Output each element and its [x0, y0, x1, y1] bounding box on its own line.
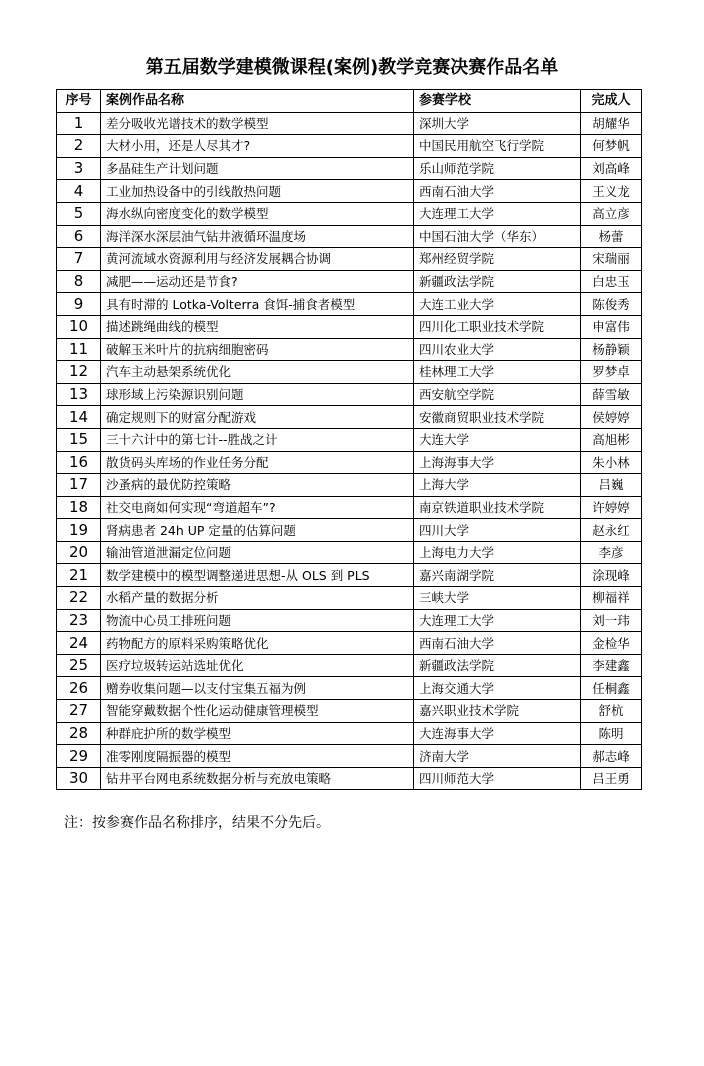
row-school: 上海大学 [414, 474, 581, 497]
row-school: 嘉兴职业技术学院 [414, 700, 581, 723]
table-row [57, 474, 642, 497]
table-row [57, 767, 642, 790]
row-number: 27 [57, 700, 101, 723]
row-person: 金检华 [581, 632, 642, 655]
row-number: 20 [57, 541, 101, 564]
row-number: 12 [57, 361, 101, 384]
row-person: 郝志峰 [581, 745, 642, 768]
row-title: 社交电商如何实现“弯道超车”? [101, 496, 414, 519]
row-title: 散货码头库场的作业任务分配 [101, 451, 414, 474]
row-title: 球形域上污染源识别问题 [101, 383, 414, 406]
row-person: 朱小林 [581, 451, 642, 474]
row-title: 智能穿戴数据个性化运动健康管理模型 [101, 700, 414, 723]
row-school: 西安航空学院 [414, 383, 581, 406]
table-row [57, 654, 642, 677]
row-title: 赠券收集问题—以支付宝集五福为例 [101, 677, 414, 700]
row-person: 胡耀华 [581, 112, 642, 135]
row-number: 2 [57, 135, 101, 158]
header-school: 参赛学校 [414, 90, 581, 113]
row-school: 深圳大学 [414, 112, 581, 135]
row-number: 1 [57, 112, 101, 135]
header-person: 完成人 [581, 90, 642, 113]
table-row [57, 406, 642, 429]
table-row [57, 677, 642, 700]
row-school: 桂林理工大学 [414, 361, 581, 384]
table-row [57, 248, 642, 271]
row-title: 肾病患者 24h UP 定量的估算问题 [101, 519, 414, 542]
row-person: 王义龙 [581, 180, 642, 203]
row-title: 黄河流域水资源利用与经济发展耦合协调 [101, 248, 414, 271]
table-row [57, 722, 642, 745]
row-number: 19 [57, 519, 101, 542]
table-row [57, 451, 642, 474]
row-person: 宋瑞丽 [581, 248, 642, 271]
table-header-row [57, 90, 642, 113]
row-school: 新疆政法学院 [414, 270, 581, 293]
row-school: 四川化工职业技术学院 [414, 315, 581, 338]
row-school: 四川农业大学 [414, 338, 581, 361]
table-row [57, 135, 642, 158]
row-person: 薛雪敏 [581, 383, 642, 406]
table-row [57, 383, 642, 406]
table-row [57, 315, 642, 338]
row-title: 具有时滞的 Lotka-Volterra 食饵-捕食者模型 [101, 293, 414, 316]
table-row [57, 564, 642, 587]
row-title: 医疗垃圾转运站选址优化 [101, 654, 414, 677]
row-title: 多晶硅生产计划问题 [101, 157, 414, 180]
row-title: 减肥——运动还是节食? [101, 270, 414, 293]
row-number: 29 [57, 745, 101, 768]
row-person: 高立彦 [581, 202, 642, 225]
row-person: 陈明 [581, 722, 642, 745]
entries-table [56, 89, 642, 790]
table-row [57, 361, 642, 384]
row-school: 新疆政法学院 [414, 654, 581, 677]
table-row [57, 519, 642, 542]
row-school: 郑州经贸学院 [414, 248, 581, 271]
row-number: 14 [57, 406, 101, 429]
row-school: 三峡大学 [414, 587, 581, 610]
table-row [57, 338, 642, 361]
row-title: 数学建模中的模型调整递进思想-从 OLS 到 PLS [101, 564, 414, 587]
row-number: 11 [57, 338, 101, 361]
table-row [57, 496, 642, 519]
row-number: 7 [57, 248, 101, 271]
row-person: 许婷婷 [581, 496, 642, 519]
row-title: 大材小用，还是人尽其才? [101, 135, 414, 158]
table-row [57, 700, 642, 723]
page-title: 第五届数学建模微课程(案例)教学竞赛决赛作品名单 [145, 57, 559, 78]
row-title: 汽车主动悬架系统优化 [101, 361, 414, 384]
table-row [57, 293, 642, 316]
header-title: 案例作品名称 [101, 90, 414, 113]
row-title: 破解玉米叶片的抗病细胞密码 [101, 338, 414, 361]
row-school: 上海交通大学 [414, 677, 581, 700]
row-person: 赵永红 [581, 519, 642, 542]
row-title: 沙蚤病的最优防控策略 [101, 474, 414, 497]
row-person: 陈俊秀 [581, 293, 642, 316]
row-school: 乐山师范学院 [414, 157, 581, 180]
row-number: 26 [57, 677, 101, 700]
row-number: 16 [57, 451, 101, 474]
row-number: 6 [57, 225, 101, 248]
row-number: 28 [57, 722, 101, 745]
row-school: 四川师范大学 [414, 767, 581, 790]
row-person: 舒杭 [581, 700, 642, 723]
row-school: 西南石油大学 [414, 180, 581, 203]
row-person: 刘一玮 [581, 609, 642, 632]
row-number: 5 [57, 202, 101, 225]
row-title: 钻井平台网电系统数据分析与充放电策略 [101, 767, 414, 790]
row-number: 8 [57, 270, 101, 293]
row-school: 大连海事大学 [414, 722, 581, 745]
header-number: 序号 [57, 90, 101, 113]
row-title: 药物配方的原料采购策略优化 [101, 632, 414, 655]
row-school: 嘉兴南湖学院 [414, 564, 581, 587]
table-row [57, 225, 642, 248]
table-row [57, 541, 642, 564]
row-school: 中国石油大学（华东） [414, 225, 581, 248]
row-title: 确定规则下的财富分配游戏 [101, 406, 414, 429]
table-row [57, 112, 642, 135]
row-title: 物流中心员工排班问题 [101, 609, 414, 632]
row-person: 李建鑫 [581, 654, 642, 677]
row-title: 差分吸收光谱技术的数学模型 [101, 112, 414, 135]
row-person: 罗梦卓 [581, 361, 642, 384]
row-number: 24 [57, 632, 101, 655]
row-number: 22 [57, 587, 101, 610]
row-school: 西南石油大学 [414, 632, 581, 655]
row-school: 大连大学 [414, 428, 581, 451]
row-person: 杨蕾 [581, 225, 642, 248]
row-title: 工业加热设备中的引线散热问题 [101, 180, 414, 203]
row-school: 南京铁道职业技术学院 [414, 496, 581, 519]
row-title: 种群庇护所的数学模型 [101, 722, 414, 745]
footnote: 注：按参赛作品名称排序，结果不分先后。 [64, 815, 330, 831]
row-title: 准零刚度隔振器的模型 [101, 745, 414, 768]
table-row [57, 202, 642, 225]
row-school: 四川大学 [414, 519, 581, 542]
table-row [57, 587, 642, 610]
row-number: 23 [57, 609, 101, 632]
row-title: 描述跳绳曲线的模型 [101, 315, 414, 338]
row-number: 15 [57, 428, 101, 451]
row-number: 21 [57, 564, 101, 587]
row-person: 李彦 [581, 541, 642, 564]
row-number: 13 [57, 383, 101, 406]
row-school: 大连理工大学 [414, 609, 581, 632]
row-person: 何梦帆 [581, 135, 642, 158]
row-person: 吕巍 [581, 474, 642, 497]
row-number: 9 [57, 293, 101, 316]
row-person: 刘高峰 [581, 157, 642, 180]
table-row [57, 632, 642, 655]
row-title: 海洋深水深层油气钻井液循环温度场 [101, 225, 414, 248]
row-number: 18 [57, 496, 101, 519]
table-row [57, 428, 642, 451]
row-school: 安徽商贸职业技术学院 [414, 406, 581, 429]
table-row [57, 180, 642, 203]
row-person: 高旭彬 [581, 428, 642, 451]
row-person: 吕王勇 [581, 767, 642, 790]
row-person: 白忠玉 [581, 270, 642, 293]
row-number: 10 [57, 315, 101, 338]
row-school: 济南大学 [414, 745, 581, 768]
row-person: 任桐鑫 [581, 677, 642, 700]
row-person: 杨静颖 [581, 338, 642, 361]
row-title: 海水纵向密度变化的数学模型 [101, 202, 414, 225]
row-school: 大连理工大学 [414, 202, 581, 225]
row-title: 水稻产量的数据分析 [101, 587, 414, 610]
table-row [57, 157, 642, 180]
row-number: 3 [57, 157, 101, 180]
row-school: 上海电力大学 [414, 541, 581, 564]
row-title: 三十六计中的第七计--胜战之计 [101, 428, 414, 451]
row-number: 25 [57, 654, 101, 677]
row-number: 17 [57, 474, 101, 497]
table-row [57, 745, 642, 768]
row-number: 4 [57, 180, 101, 203]
table-row [57, 609, 642, 632]
row-number: 30 [57, 767, 101, 790]
table-row [57, 270, 642, 293]
row-person: 涂现峰 [581, 564, 642, 587]
row-person: 申富伟 [581, 315, 642, 338]
row-person: 侯婷婷 [581, 406, 642, 429]
row-school: 大连工业大学 [414, 293, 581, 316]
row-school: 上海海事大学 [414, 451, 581, 474]
row-school: 中国民用航空飞行学院 [414, 135, 581, 158]
row-title: 输油管道泄漏定位问题 [101, 541, 414, 564]
row-person: 柳福祥 [581, 587, 642, 610]
